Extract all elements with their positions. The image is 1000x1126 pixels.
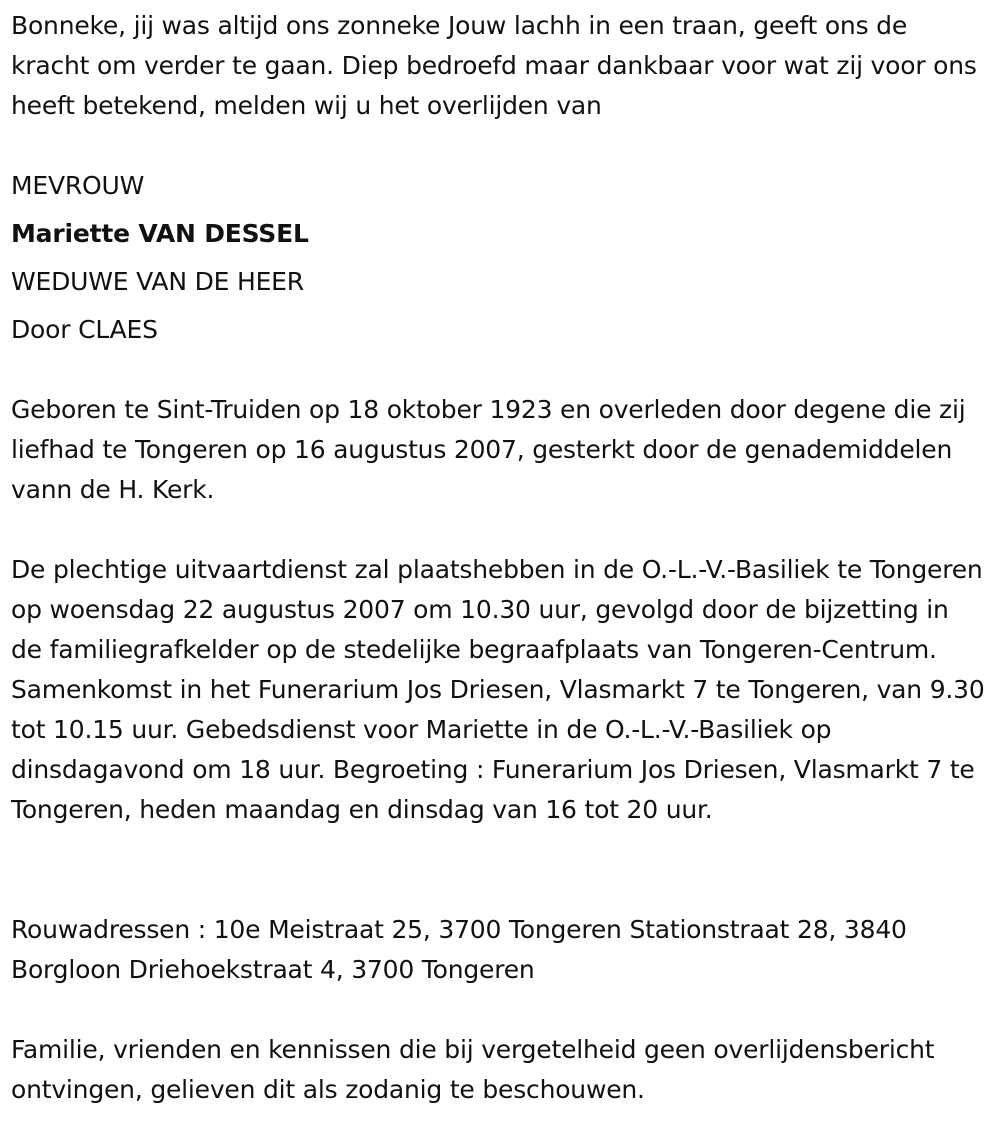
title-line: MEVROUW (11, 171, 145, 200)
addresses-paragraph: Rouwadressen : 10e Meistraat 25, 3700 Tongeren Stationstraat 28, 3840 Borgloon Driehoekstraat 4, 3700 Tongeren (11, 915, 915, 984)
widow-line: WEDUWE VAN DE HEER (11, 267, 304, 296)
ceremony-paragraph: De plechtige uitvaartdienst zal plaatshebben in de O.-L.-V.-Basiliek te Tongeren op woensdag 22 augustus 2007 om 10.30 uur, gevolgd door de bijzetting in de familiegrafkelder op de stedelijke begraafplaats van Tongeren-Centrum. Samenkomst in het Funerarium Jos Driesen, Vlasmarkt 7 te Tongeren, van 9.30 tot 10.15 uur. Gebedsdienst voor Mariette in de O.-L.-V.-Basiliek op dinsdagavond om 18 uur. Begroeting : Funerarium Jos Driesen, Vlasmarkt 7 te Tongeren, heden maandag en dinsdag van 16 tot 20 uur. (11, 555, 993, 824)
intro-paragraph: Bonneke, jij was altijd ons zonneke Jouw lachh in een traan, geeft ons de kracht om verder te gaan. Diep bedroefd maar dankbaar voor wat zij voor ons heeft betekend, melden wij u het overlijden van (11, 11, 985, 120)
deceased-name: Mariette VAN DESSEL (11, 219, 309, 248)
closing-paragraph: Familie, vrienden en kennissen die bij vergetelheid geen overlijdensbericht ontvingen, gelieven dit als zodanig te beschouwen. (11, 1035, 943, 1104)
spouse-line: Door CLAES (11, 315, 158, 344)
birth-death-paragraph: Geboren te Sint-Truiden op 18 oktober 1923 en overleden door degene die zij liefhad te Tongeren op 16 augustus 2007, gesterkt door de genademiddelen vann de H. Kerk. (11, 395, 974, 504)
